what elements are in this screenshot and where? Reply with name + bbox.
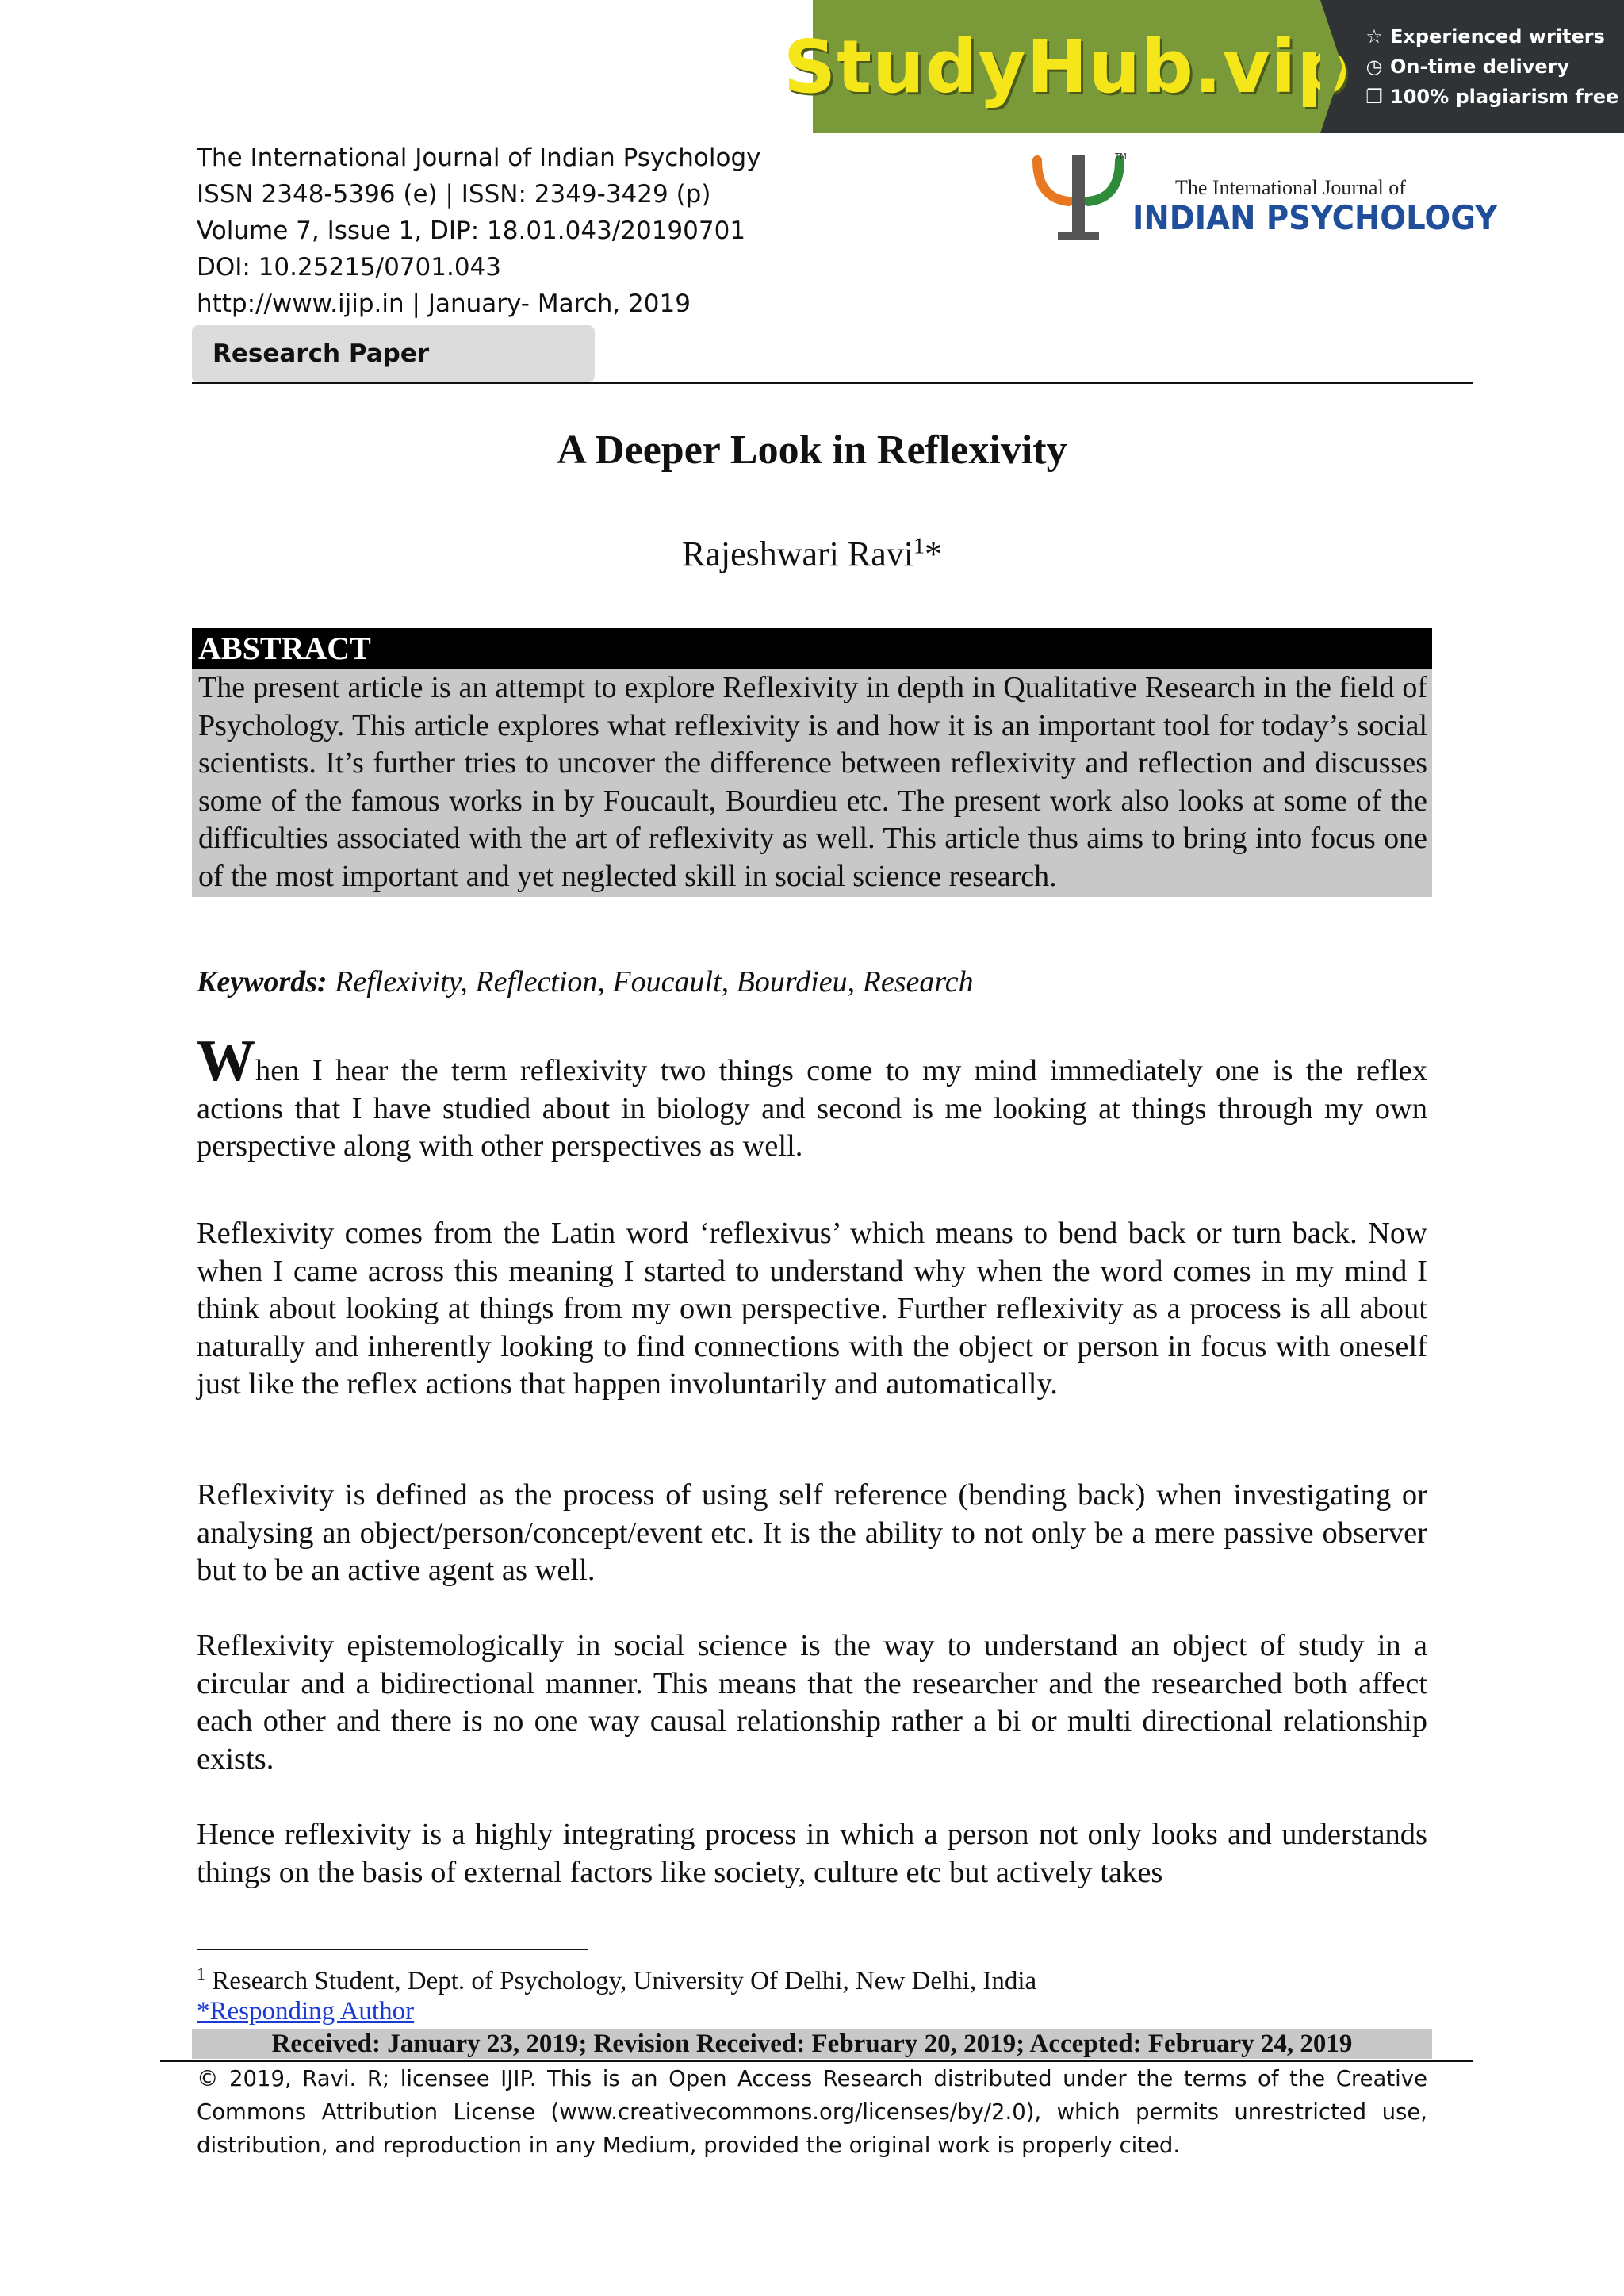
body-paragraph: Reflexivity comes from the Latin word ‘reflexivus’ which means to bend back or turn back. Now when I came across this meaning I started to understand why when the word comes in my mind I think about looking at things from my own perspective. Further reflexivity as a process is all about naturally and inherently looking to find connections with the object or person in focus with oneself just like the reflex actions that happen involuntarily and automatically.: [197, 1217, 1427, 1401]
abstract-heading: ABSTRACT: [192, 628, 1432, 669]
footnote-affiliation: [197, 1964, 1036, 1996]
journal-issn: ISSN 2348-5396 (e) | ISSN: 2349-3429 (p): [197, 180, 711, 209]
banner-feature: [1365, 86, 1624, 108]
author-name: Rajeshwari Ravi: [681, 535, 914, 573]
keywords-label: Keywords:: [197, 965, 327, 999]
journal-name: The International Journal of Indian Psychology: [197, 144, 761, 172]
journal-doi: DOI: 10.25215/0701.043: [197, 253, 501, 282]
author-line: [0, 534, 1624, 574]
journal-info: [197, 140, 761, 322]
banner-brand-text: StudyHub.vip: [783, 24, 1350, 109]
body-paragraph: Hence reflexivity is a highly integrating process in which a person not only looks and understands things on the basis of external factors like society, culture etc but actively takes: [197, 1818, 1427, 1889]
banner-feature-label: Experienced writers: [1390, 25, 1605, 48]
abstract-text: The present article is an attempt to explore Reflexivity in depth in Qualitative Research in the field of Psychology. This article explores what reflexivity is and how it is an important tool for today’s social scientists. It’s further tries to uncover the difference between reflexivity and reflection and discusses some of the famous works in by Foucault, Bourdieu etc. The present work also looks at some of the difficulties associated with the art of reflexivity as well. This article thus aims to bring into focus one of the most important and yet neglected skill in social science research.: [192, 669, 1432, 897]
banner-feature-label: On-time delivery: [1390, 56, 1570, 78]
paragraph-text: hen I hear the term reflexivity two things come to my mind immediately one is the reflex actions that I have studied about in biology and second is me looking at things through my own perspective along with other perspectives as well.: [197, 1054, 1427, 1163]
received-dates-bar: Received: January 23, 2019; Revision Received: February 20, 2019; Accepted: February 24, 2019: [192, 2029, 1432, 2059]
footnote-text: Research Student, Dept. of Psychology, University Of Delhi, New Delhi, India: [205, 1967, 1037, 1995]
promo-banner[interactable]: [783, 0, 1624, 133]
trademark-mark: TM: [1115, 152, 1127, 161]
journal-volume: Volume 7, Issue 1, DIP: 18.01.043/20190701: [197, 217, 746, 245]
banner-feature: [1365, 56, 1624, 78]
banner-features: [1320, 0, 1624, 133]
header-divider: [192, 382, 1473, 384]
body-paragraph: [197, 1029, 1427, 1166]
footnote-divider: [197, 1949, 588, 1950]
footnote-mark: 1: [197, 1964, 205, 1984]
banner-arrow-shape: [1320, 0, 1342, 133]
journal-logo: [1023, 149, 1498, 244]
article-type-tab: Research Paper: [192, 325, 595, 382]
responding-author-link[interactable]: *Responding Author: [197, 1997, 415, 2026]
banner-feature-label: 100% plagiarism free: [1390, 86, 1619, 108]
paper-title: A Deeper Look in Reflexivity: [557, 427, 1067, 473]
journal-url: http://www.ijip.in | January- March, 2019: [197, 289, 691, 318]
body-paragraph: Reflexivity epistemologically in social science is the way to understand an object of study in a circular and a bidirectional manner. This means that the researcher and the researched both affect each other and there is no one way causal relationship rather a bi or multi directional relationship exists.: [197, 1629, 1427, 1776]
license-notice: © 2019, Ravi. R; licensee IJIP. This is an Open Access Research distributed under the terms of the Creative Commons Attribution License (www.creativecommons.org/licenses/by/2.0), which permits unrestricted use, distribution, and reproduction in any Medium, provided the original work is properly cited.: [197, 2066, 1427, 2158]
abstract-box: [192, 628, 1432, 897]
star-icon: ☆: [1365, 25, 1383, 48]
author-affil-mark: 1: [914, 534, 925, 559]
body-paragraph: Reflexivity is defined as the process of using self reference (bending back) when investigating or analysing an object/person/concept/event etc. It is the ability to not only be a mere passive observer but to be an active agent as well.: [197, 1478, 1427, 1587]
author-corresponding-mark: *: [925, 535, 943, 573]
banner-brand[interactable]: [783, 0, 1350, 133]
keywords-values: Reflexivity, Reflection, Foucault, Bourdieu, Research: [335, 965, 974, 999]
clock-icon: ◷: [1365, 56, 1383, 78]
banner-feature: [1365, 25, 1624, 48]
document-check-icon: ❐: [1365, 86, 1383, 108]
logo-title: INDIAN PSYCHOLOGY: [1132, 198, 1498, 237]
logo-subtitle: The International Journal of: [1175, 176, 1406, 199]
psi-logo-icon: [1023, 149, 1134, 244]
drop-cap: W: [197, 1029, 255, 1094]
keywords-line: [197, 964, 974, 999]
